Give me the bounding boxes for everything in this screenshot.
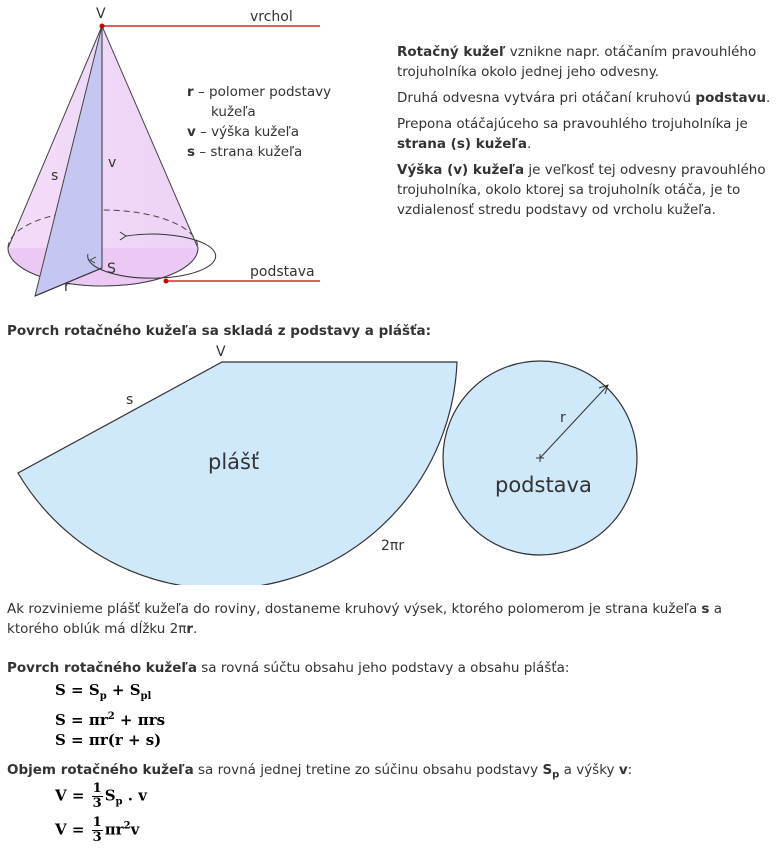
legend-r-key: r [187, 84, 194, 100]
net-side-label: s [126, 392, 134, 408]
net-vertex-label: V [216, 344, 226, 360]
surface-formula-line-1: $S = S_p + S_{pl}$ [55, 681, 152, 702]
cone-net-diagram [0, 340, 782, 585]
surface-formula-line-2: $S = \pi r^2 + \pi rs$ [55, 711, 166, 729]
volume-formula-intro: Objem rotačného kužeľa sa rovná jednej tretine zo súčinu obsahu podstavy $S_p$ a výšky v: [7, 762, 633, 781]
net-radius-label: r [560, 410, 566, 426]
cone-vertex-label: V [96, 6, 106, 22]
cone-radius-label: r [64, 279, 70, 295]
volume-formula-line-1: V = $\frac{1}{3}$ $S_p$ . v [55, 781, 147, 811]
cone-height-label: v [108, 155, 117, 171]
legend-v-text: – výška kužeľa [195, 124, 299, 140]
desc-p4: Výška (v) kužeľa je veľkosť tej odvesny pravouhlého trojuholníka, okolo ktorej sa trojuholník otáča, je to vzdialenosť stredu podstavy od vrcholu kužeľa. [397, 162, 766, 218]
desc-p1: Rotačný kužeľ vznikne napr. otáčaním pravouhlého trojuholníka okolo jednej jeho odvesny. [397, 44, 757, 80]
net-plast-label: plášť [208, 450, 260, 474]
surface-formula [55, 680, 165, 750]
cone-center-label: S [107, 261, 116, 277]
legend-v-key: v [187, 124, 196, 140]
legend-r-text: – polomer podstavy [193, 84, 332, 100]
net-podstava-label: podstava [495, 473, 592, 497]
podstava-label: podstava [250, 264, 315, 280]
legend-r-text-2: kužeľa [211, 104, 256, 120]
vrchol-label: vrchol [250, 9, 293, 25]
legend-s-text: – strana kužeľa [195, 144, 303, 160]
surface-heading: Povrch rotačného kužeľa sa skladá z podstavy a plášťa: [7, 323, 432, 339]
cone-body [8, 26, 198, 286]
surface-formula-line-3: S = πr(r + s) [55, 731, 162, 749]
desc-p2: Druhá odvesna vytvára pri otáčaní kruhovú podstavu. [397, 90, 771, 106]
net-arc-label: 2πr [381, 538, 405, 554]
unroll-text: Ak rozvinieme plášť kužeľa do roviny, dostaneme kruhový výsek, ktorého polomerom je strana kužeľa s a ktorého oblúk má dĺžku 2πr. [7, 601, 723, 637]
cone-side-label: s [51, 168, 59, 184]
desc-p3: Prepona otáčajúceho sa pravouhlého trojuholníka je strana (s) kužeľa. [397, 116, 748, 152]
surface-formula-intro: Povrch rotačného kužeľa sa rovná súčtu obsahu jeho podstavy a obsahu plášťa: [7, 660, 570, 676]
legend-s-key: s [187, 144, 196, 160]
cone-description [397, 42, 779, 220]
cone-legend [187, 82, 367, 162]
volume-formula-line-2: V = $\frac{1}{3}$ $\pi r^2v$ [55, 815, 140, 845]
cone-base-front [8, 248, 198, 286]
